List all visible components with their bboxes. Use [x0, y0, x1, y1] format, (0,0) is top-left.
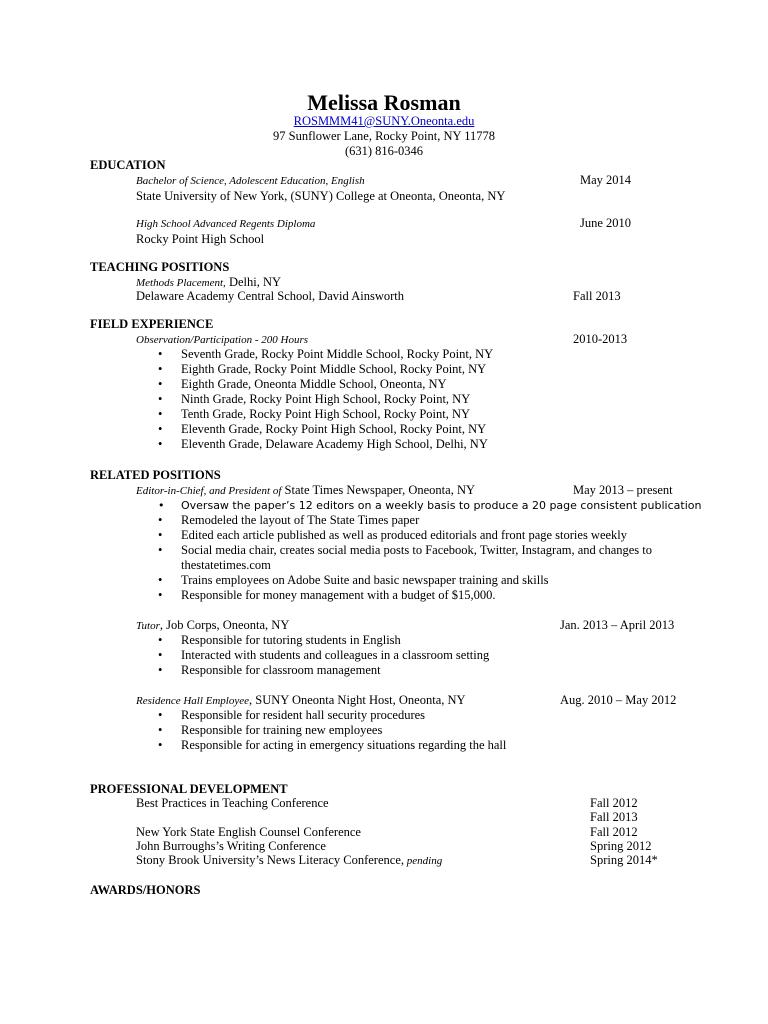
pd-item: John Burroughs’s Writing Conference — [136, 839, 326, 853]
position-bullets — [136, 498, 701, 558]
list-item: • Remodeled the layout of The State Times paper — [136, 513, 701, 528]
position-title — [136, 693, 466, 709]
teaching-school: Delaware Academy Central School, David Ainsworth — [136, 289, 404, 303]
position-role: Editor-in-Chief, and President of — [136, 485, 282, 497]
position-date: May 2013 – present — [573, 483, 673, 497]
resume-name: Melissa Rosman — [307, 90, 461, 115]
list-item: • Eleventh Grade, Delaware Academy High School, Delhi, NY — [136, 437, 493, 452]
list-item: • Tenth Grade, Rocky Point High School, Rocky Point, NY — [136, 407, 493, 422]
pd-item: Best Practices in Teaching Conference — [136, 796, 329, 810]
education-school: Rocky Point High School — [136, 232, 265, 246]
pd-pending: pending — [404, 855, 443, 867]
list-item: • Interacted with students and colleagues in a classroom setting — [136, 648, 489, 663]
list-item: • Eleventh Grade, Rocky Point High School, Rocky Point, NY — [136, 422, 493, 437]
field-heading: FIELD EXPERIENCE — [90, 317, 214, 331]
list-item: • Responsible for training new employees — [136, 723, 506, 738]
email-link[interactable]: ROSMMM41@SUNY.Oneonta.edu — [293, 114, 475, 128]
email-line — [0, 114, 768, 129]
list-item: • Edited each article published as well as produced editorials and front page stories weekly — [136, 528, 701, 543]
pd-item: New York State English Counsel Conference — [136, 825, 361, 839]
list-item: • Seventh Grade, Rocky Point Middle School, Rocky Point, NY — [136, 347, 493, 362]
list-item: • Eighth Grade, Oneonta Middle School, Oneonta, NY — [136, 377, 493, 392]
position-date: Jan. 2013 – April 2013 — [560, 618, 675, 632]
list-item: • Responsible for classroom management — [136, 663, 489, 678]
pd-item-text: Stony Brook University’s News Literacy Conference, — [136, 853, 404, 867]
pd-date: Fall 2012 — [590, 796, 638, 810]
education-date: June 2010 — [580, 216, 632, 230]
position-date: Aug. 2010 – May 2012 — [560, 693, 677, 707]
list-item: • Responsible for resident hall security procedures — [136, 708, 506, 723]
position-bullets — [136, 708, 506, 753]
pd-date: Fall 2013 — [590, 810, 638, 824]
education-school: State University of New York, (SUNY) College at Oneonta, Oneonta, NY — [136, 189, 506, 203]
awards-heading: AWARDS/HONORS — [90, 883, 201, 897]
pd-item — [136, 853, 442, 869]
related-heading: RELATED POSITIONS — [90, 468, 221, 482]
position-role: Tutor — [136, 620, 160, 632]
phone: (631) 816-0346 — [344, 144, 424, 158]
position-role: Residence Hall Employee — [136, 695, 250, 707]
teaching-role: Methods Placement, — [136, 277, 226, 289]
list-item: • Ninth Grade, Rocky Point High School, Rocky Point, NY — [136, 392, 493, 407]
list-item: • Responsible for tutoring students in English — [136, 633, 489, 648]
position-bullets — [136, 573, 549, 603]
education-heading: EDUCATION — [90, 158, 166, 172]
education-degree: Bachelor of Science, Adolescent Education, English — [136, 175, 365, 187]
position-org: State Times Newspaper, Oneonta, NY — [281, 483, 475, 497]
position-title — [136, 618, 289, 634]
teaching-date: Fall 2013 — [573, 289, 621, 303]
bullet-continuation: thestatetimes.com — [181, 558, 271, 572]
education-degree: High School Advanced Regents Diploma — [136, 218, 316, 230]
list-item: • Responsible for money management with a budget of $15,000. — [136, 588, 549, 603]
pd-date: Spring 2012 — [590, 839, 652, 853]
position-org: , SUNY Oneonta Night Host, Oneonta, NY — [249, 693, 466, 707]
education-date: May 2014 — [580, 173, 632, 187]
list-item: • Responsible for acting in emergency situations regarding the hall — [136, 738, 506, 753]
list-item: • Oversaw the paper’s 12 editors on a weekly basis to produce a 20 page consistent publication — [136, 498, 701, 513]
field-date: 2010-2013 — [573, 332, 628, 346]
list-item: • Social media chair, creates social media posts to Facebook, Twitter, Instagram, and changes to — [136, 543, 701, 558]
field-role: Observation/Participation - 200 Hours — [136, 334, 309, 346]
field-bullets — [136, 347, 493, 452]
position-org: , Job Corps, Oneonta, NY — [159, 618, 290, 632]
pd-date: Fall 2012 — [590, 825, 638, 839]
list-item: • Eighth Grade, Rocky Point Middle School, Rocky Point, NY — [136, 362, 493, 377]
pd-heading: PROFESSIONAL DEVELOPMENT — [90, 782, 288, 796]
address: 97 Sunflower Lane, Rocky Point, NY 11778 — [273, 129, 495, 143]
teaching-heading: TEACHING POSITIONS — [90, 260, 230, 274]
position-title — [136, 483, 475, 499]
list-item: • Trains employees on Adobe Suite and basic newspaper training and skills — [136, 573, 549, 588]
pd-date: Spring 2014* — [590, 853, 658, 867]
position-bullets — [136, 633, 489, 678]
teaching-location: Delhi, NY — [225, 275, 282, 289]
